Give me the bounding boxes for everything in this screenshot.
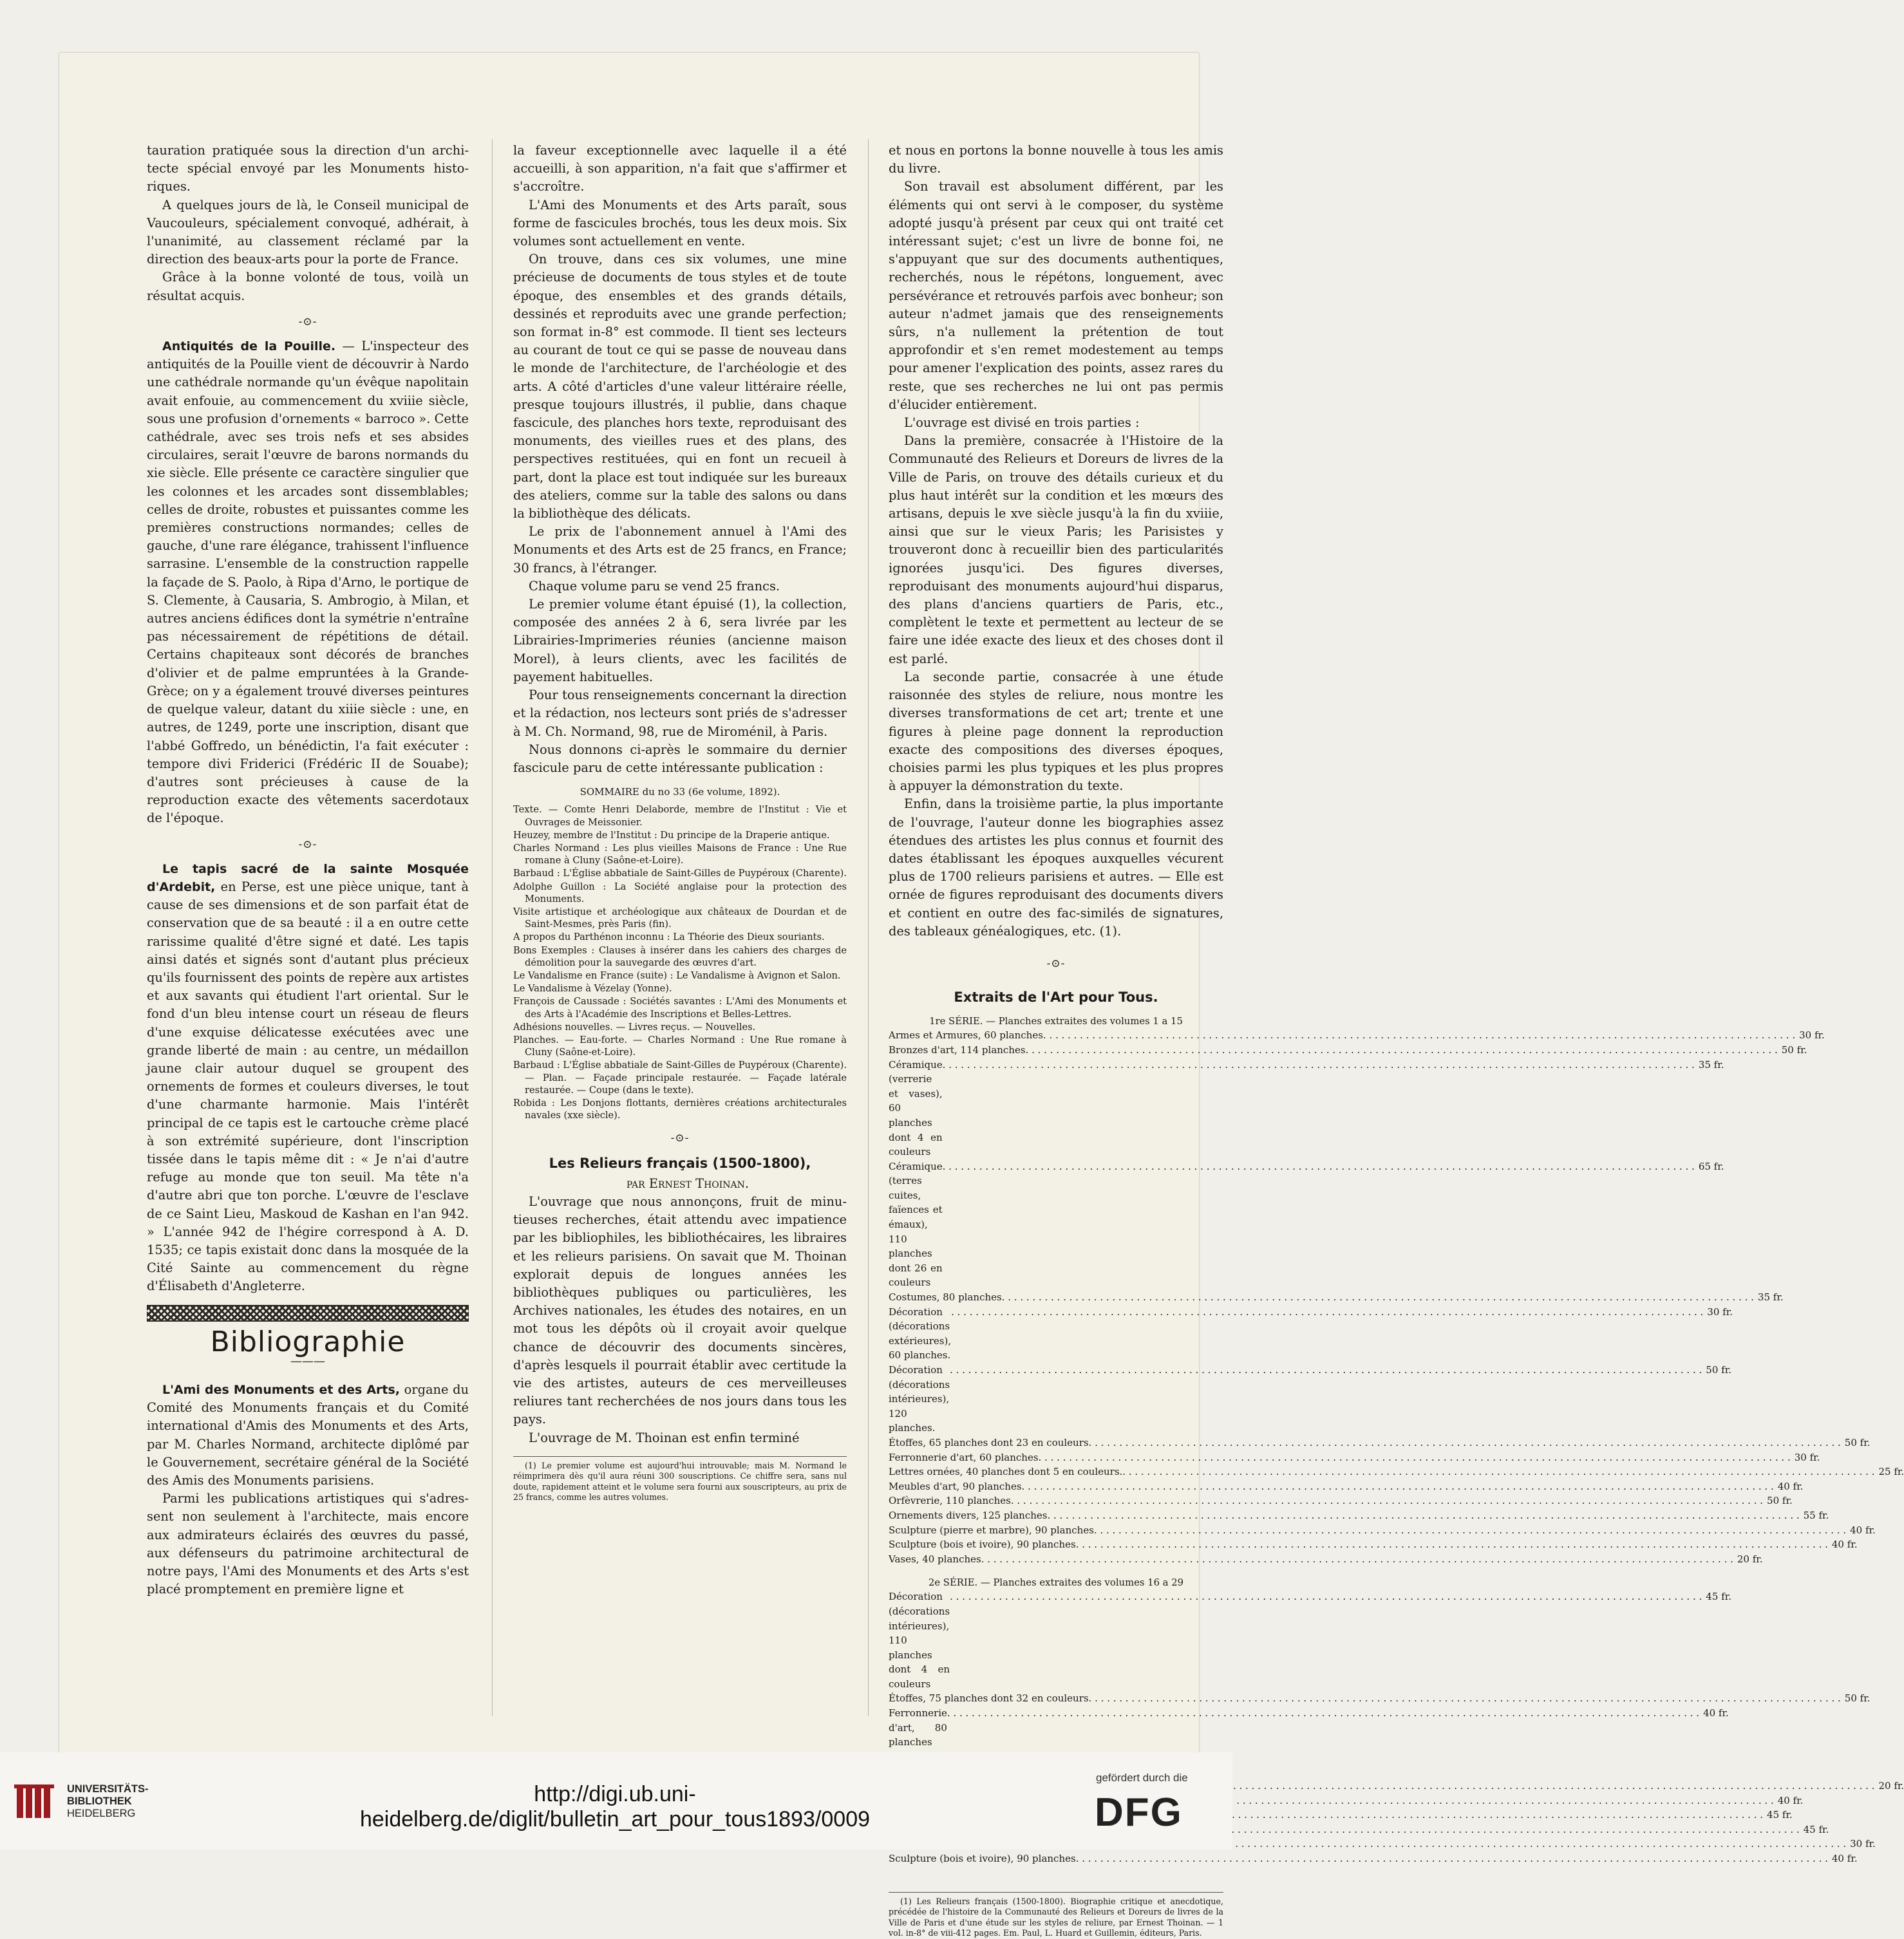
- item-label: Céramique (verrerie et vases), 60 planches dont 4 en couleurs: [889, 1058, 943, 1158]
- item-price: 20 fr.: [1737, 1553, 1763, 1565]
- item-label: Ferronnerie d'art, 80 planches: [889, 1707, 947, 1748]
- article-tapis: [147, 860, 469, 1296]
- leader-dots: [1094, 1523, 1846, 1538]
- ornamental-rule: [147, 1305, 469, 1322]
- leader-dots: [1089, 1436, 1841, 1450]
- paragraph: et nous en portons la bonne nouvelle à tous les amis du livre.: [889, 143, 1223, 176]
- paragraph: L'ouvrage que nous annonçons, fruit de minutieuses recherches, était attendu avec impatience par les bibliophiles, les bibliothécaires, les libraires et les relieurs parisiens. On savait que M. Thoinan explorait depuis de longues années les bibliothèques publiques ou particulières, les Archives nationales, les études des notaires, en un mot tous les dépôts où il croyait avoir quelque chance de découvrir des documents sincères, d'après lesquels il pourrait établir avec certitude la vie des artistes, auteurs de ces merveilleuses reliures tant recherchées de nos jours dans tous les pays.: [513, 1194, 847, 1427]
- item-price: 35 fr.: [1757, 1291, 1784, 1304]
- item-label: Vases, 40 planches: [889, 1553, 981, 1565]
- price-list-item: [889, 1552, 1763, 1567]
- price-list-item: [889, 1465, 1904, 1479]
- column-rule-left: [492, 139, 493, 1716]
- institution-name: [67, 1783, 149, 1820]
- leader-dots: [1002, 1290, 1754, 1305]
- price-list-item: [889, 1589, 1731, 1691]
- item-price: 40 fr.: [1703, 1707, 1729, 1719]
- price-list-item: [889, 1058, 1724, 1159]
- paragraph: Le prix de l'abonnement annuel à l'Ami des Monuments et des Arts est de 25 francs, en France; 30 francs, à l'étranger.: [513, 524, 847, 576]
- article-pouille: [147, 337, 469, 827]
- summary-title: SOMMAIRE du no 33 (6e volume, 1892).: [580, 786, 780, 798]
- item-price: 40 fr.: [1777, 1480, 1804, 1492]
- item-price: 65 fr.: [1698, 1160, 1724, 1172]
- summary-item: Texte. — Comte Henri Delaborde, membre de l'Institut : Vie et Ouvrages de Meissonier.: [513, 804, 847, 828]
- paragraph: On trouve, dans ces six volumes, une mine précieuse de documents de tous styles et de toute époque, des ensembles et des grands détails, dessinés et reproduits avec une grande perfection; son format in-8° est commode. Il tient ses lecteurs au courant de tout ce qui se passe de nouveau dans le monde de l'architecture, de l'archéologie et des arts. A côté d'articles d'une valeur littéraire réelle, presque toujours illustrés, il publie, dans chaque fascicule, des planches hors texte, reproduisant des monuments, des vieilles rues et des plans, des perspectives restituées, qui en font un recueil à part, dont la place est tout indiquée sur les bureaux des ateliers, comme sur la table des salons ou dans la bibliothèque des délicats.: [513, 252, 847, 521]
- footnote: [513, 1456, 847, 1503]
- footnote-text: (1) Les Relieurs français (1500-1800). Biographie critique et anecdotique, précédée de l'histoire de la Communauté des Relieurs et Doreurs de livres de la Ville de Paris et d'une étude sur les styles de reliure, par Ernest Thoinan. — 1 vol. in-8° de viii-412 pages. Em. Paul, L. Huard et Guillemin, éditeurs, Paris.: [889, 1896, 1223, 1938]
- item-price: 30 fr.: [1794, 1451, 1820, 1463]
- summary-item: Adolphe Guillon : La Société anglaise pour la protection des Monuments.: [513, 881, 847, 904]
- item-price: 50 fr.: [1767, 1495, 1793, 1507]
- item-price: 55 fr.: [1803, 1509, 1829, 1521]
- price-list-item: [889, 1851, 1858, 1866]
- leader-dots: [1089, 1691, 1841, 1706]
- summary-item: Adhésions nouvelles. — Livres reçus. — Nouvelles.: [513, 1021, 756, 1033]
- column-right: [889, 142, 1904, 1939]
- price-list-item: [889, 1305, 1733, 1363]
- price-list-item: [889, 1537, 1858, 1552]
- footnote: [889, 1892, 1223, 1939]
- item-price: 30 fr.: [1707, 1306, 1733, 1318]
- institution-name-line: UNIVERSITÄTS-: [67, 1783, 149, 1795]
- price-list-item: [889, 1043, 1807, 1058]
- leader-dots: [951, 1305, 1703, 1363]
- paragraph: Enfin, dans la troisième partie, la plus importante de l'ouvrage, l'auteur donne les biographies assez étendues des artistes les plus connus et fournit des dates établissant les époques auxquelles vécurent plus de 1700 relieurs parisiens et autres. — Elle est ornée de figures reproduisant des documents divers et contient en outre des fac-similés de signatures, des tableaux généalogiques, etc. (1).: [889, 796, 1223, 939]
- item-label: Costumes, 80 planches: [889, 1291, 1002, 1304]
- series-heading: 2e SÉRIE. — Planches extraites des volumes 16 a 29: [928, 1577, 1184, 1589]
- item-price: 30 fr.: [1850, 1838, 1876, 1850]
- paragraph: Grâce à la bonne volonté de tous, voilà un résultat acquis.: [147, 270, 469, 303]
- paragraph: Parmi les publications artistiques qui s'adressent non seulement à l'architecte, mais encore aux admirateurs éclairés des œuvres du passé, aux défenseurs du patrimoine architectural de notre pays, l'Ami des Monuments et des Arts s'est placé promptement en première ligne et: [147, 1491, 469, 1597]
- summary-item: Heuzey, membre de l'Institut : Du principe de la Draperie antique.: [513, 829, 830, 841]
- item-label: Bronzes d'art, 114 planches: [889, 1044, 1026, 1056]
- price-list-item: [889, 1436, 1871, 1450]
- paragraph: L'ouvrage de M. Thoinan est enfin terminé: [529, 1430, 800, 1445]
- item-price: 50 fr.: [1706, 1364, 1731, 1376]
- item-price: 40 fr.: [1831, 1539, 1858, 1551]
- summary-item: Barbaud : L'Église abbatiale de Saint-Gilles de Puypéroux (Charente). — Plan. — Façade principale restaurée. — Façade latérale restaurée. — Coupe (dans le texte).: [513, 1060, 847, 1096]
- item-price: 50 fr.: [1781, 1044, 1807, 1056]
- summary-item: Le Vandalisme à Vézelay (Yonne).: [513, 983, 672, 995]
- item-label: Décoration (décorations intérieures), 120 planches.: [889, 1364, 950, 1434]
- price-list-item: [889, 1508, 1829, 1523]
- leader-dots: [981, 1552, 1733, 1567]
- paragraph: Pour tous renseignements concernant la direction et la rédaction, nos lecteurs sont priés de s'adresser à M. Ch. Normand, 98, rue de Miroménil, à Paris.: [513, 688, 847, 739]
- section-title: Bibliographie: [210, 1325, 406, 1358]
- price-list-series-1: [889, 1028, 1904, 1566]
- price-list-item: [889, 1523, 1876, 1538]
- item-label: Ferronnerie d'art, 60 planches: [889, 1451, 1039, 1463]
- column-left: [147, 142, 469, 1598]
- leader-dots: [1047, 1508, 1799, 1523]
- item-price: 45 fr.: [1706, 1591, 1731, 1603]
- summary-list: [513, 803, 847, 1121]
- price-list-item: [889, 1363, 1731, 1436]
- paragraph: Le premier volume étant épuisé (1), la collection, composée des années 2 à 6, sera livrée par les Librairies-Imprimeries réunies (ancienne maison Morel), à leurs clients, avec les facilités de payement habituelles.: [513, 597, 847, 684]
- series-heading: 1re SÉRIE. — Planches extraites des volumes 1 a 15: [929, 1016, 1183, 1027]
- article-text: — L'inspecteur des antiquités de la Pouille vient de découvrir à Nardo une cathédrale normande qu'un évêque napolitain avait enfouie, au commencement du xviiie siècle, sous une profusion d'ornements « barroco ». Cette cathédrale, avec ses trois nefs et ses absides circulaires, serait l'œuvre de barons normands du xie siècle. Elle présente ce caractère singulier que les colonnes et les arcades sont dissemblables; celles de droite, robustes et puissantes comme les premières constructions normandes; celles de gauche, d'une rare élégance, trahissent l'influence sarrasine. L'ensemble de la construction rappelle la façade de S. Paolo, à Ripa d'Arno, le portique de S. Clemente, à Causaria, S. Ambrogio, à Milan, et autres anciens édifices dont la symétrie n'entraîne pas nécessairement de répétitions de détail. Certains chapiteaux sont décorés de branches d'olivier et de palme empruntées à la Grande-Grèce; on y a également trouvé diverses peintures de quelque valeur, datant du xiiie siècle : une, en autres, de 1249, porte une inscription, disant que l'abbé Goffredo, un bénédictin, l'a fait exécuter : tempore divi Friderici (Frédéric II de Souabe); d'autres sont précieuses à cause de la reproduction exacte des vêtements sacerdotaux de l'époque.: [147, 339, 469, 826]
- summary-item: A propos du Parthénon inconnu : La Théorie des Dieux souriants.: [513, 932, 825, 943]
- article-title: Antiquités de la Pouille.: [162, 339, 336, 354]
- item-label: Ornements divers, 125 planches: [889, 1509, 1048, 1521]
- item-label: Lettres ornées, 40 planches dont 5 en couleurs.: [889, 1466, 1123, 1478]
- item-label: Étoffes, 65 planches dont 23 en couleurs: [889, 1436, 1089, 1448]
- section-separator: -⊙-: [1046, 957, 1066, 970]
- leader-dots: [950, 1363, 1702, 1436]
- summary-item: Barbaud : L'Église abbatiale de Saint-Gilles de Puypéroux (Charente).: [513, 868, 847, 879]
- section-separator: -⊙-: [298, 838, 317, 851]
- leader-dots: [1039, 1450, 1791, 1465]
- paragraph: Chaque volume paru se vend 25 francs.: [529, 578, 780, 594]
- paragraph: L'Ami des Monuments et des Arts paraît, sous forme de fascicules brochés, tous les deux mois. Six volumes sont actuellement en vente.: [513, 197, 847, 249]
- summary-item: Le Vandalisme en France (suite) : Le Vandalisme à Avignon et Salon.: [513, 970, 841, 981]
- paragraph: Nous donnons ci-après le sommaire du dernier fascicule paru de cette intéressante publication :: [513, 742, 847, 775]
- leader-dots: [1122, 1779, 1874, 1794]
- item-label: Sculpture (bois et ivoire), 90 planches: [889, 1853, 1076, 1864]
- leader-dots: [1011, 1494, 1763, 1508]
- section-title: Extraits de l'Art pour Tous.: [954, 989, 1158, 1006]
- leader-dots: [1043, 1028, 1795, 1043]
- item-price: 50 fr.: [1844, 1692, 1871, 1705]
- university-library-logo: [14, 1783, 59, 1822]
- leader-dots: [943, 1058, 1695, 1159]
- item-label: Étoffes, 75 planches dont 32 en couleurs: [889, 1692, 1089, 1705]
- item-price: 40 fr.: [1777, 1794, 1804, 1806]
- item-price: 35 fr.: [1698, 1058, 1724, 1071]
- price-list-item: [889, 1028, 1825, 1043]
- summary-item: Bons Exemples : Clauses à insérer dans les cahiers des charges de démolition pour la sauvegarde des œuvres d'art.: [513, 944, 847, 968]
- paragraph: A quelques jours de là, le Conseil municipal de Vaucouleurs, spécialement convoqué, adhérait, à l'unanimité, au classement réclamé par la direction des beaux-arts pour la porte de France.: [147, 197, 469, 267]
- dfg-logo: [1095, 1790, 1204, 1835]
- institution-name-line: HEIDELBERG: [67, 1808, 136, 1819]
- article-title: Les Relieurs français (1500-1800),: [549, 1155, 811, 1171]
- paragraph: la faveur exceptionnelle avec laquelle il a été accueilli, à son apparition, n'a fait que s'affirmer et s'accroître.: [513, 143, 847, 194]
- item-label: Armes et Armures, 60 planches: [889, 1029, 1043, 1042]
- paragraph: Dans la première, consacrée à l'Histoire de la Communauté des Relieurs et Doreurs de livres de la Ville de Paris, on trouve des détails curieux et du plus haut intérêt sur la condition et les mœurs des artisans, depuis le xve siècle jusqu'à la fin du xviiie, ainsi que sur le vieux Paris; les Parisistes y trouveront donc à recueillir bien des particularités ignorées jusqu'ici. Des figures diverses, reproduisant des monuments aujourd'hui disparus, des plans d'anciens quartiers de Paris, etc., complètent le texte et permettent au lecteur de se faire une idée exacte des lieux et des choses dont il est parlé.: [889, 433, 1223, 666]
- article-title: L'Ami des Monuments et des Arts,: [162, 1383, 401, 1397]
- leader-dots: [950, 1589, 1702, 1691]
- item-label: Sculpture (bois et ivoire), 90 planches: [889, 1539, 1076, 1551]
- item-price: 45 fr.: [1767, 1809, 1793, 1821]
- item-price: 25 fr.: [1878, 1466, 1904, 1478]
- item-label: Meubles d'art, 90 planches: [889, 1480, 1022, 1492]
- item-price: 45 fr.: [1803, 1823, 1829, 1835]
- viewer-footer: [0, 1752, 1232, 1850]
- section-separator: -⊙-: [670, 1132, 690, 1145]
- article-ami: [147, 1381, 469, 1490]
- item-price: 20 fr.: [1878, 1780, 1904, 1792]
- price-list-item: [889, 1479, 1804, 1494]
- leader-dots: [1076, 1851, 1828, 1866]
- institution-name-line: BIBLIOTHEK: [67, 1795, 132, 1807]
- summary-item: François de Caussade : Sociétés savantes : L'Ami des Monuments et des Arts à l'Académie des Inscriptions et Belles-Lettres.: [513, 996, 847, 1020]
- leader-dots: [1026, 1043, 1778, 1058]
- item-price: 50 fr.: [1844, 1436, 1871, 1448]
- section-separator: -⊙-: [298, 315, 317, 328]
- item-label: Décoration (décorations intérieures), 110 planches dont 4 en couleurs: [889, 1591, 950, 1690]
- article-byline: par Ernest Thoinan.: [626, 1176, 749, 1191]
- price-list-item: [889, 1494, 1793, 1508]
- summary-item: Visite artistique et archéologique aux châteaux de Dourdan et de Saint-Mesmes, près Paris (fin).: [513, 906, 847, 930]
- item-price: 40 fr.: [1831, 1853, 1858, 1864]
- article-text: organe du Comité des Monuments français et du Comité international d'Amis des Monuments et des Arts, par M. Charles Normand, architecte diplômé par le Gouvernement, secrétaire général de la Société des Amis des Monuments parisiens.: [147, 1382, 469, 1488]
- item-label: Céramique (terres cuites, faïences et émaux), 110 planches dont 26 en couleurs: [889, 1160, 943, 1289]
- item-price: 30 fr.: [1799, 1029, 1825, 1042]
- leader-dots: [1122, 1465, 1874, 1479]
- price-list-item: [889, 1159, 1724, 1290]
- price-list-item: [889, 1691, 1871, 1706]
- article-text: en Perse, est une pièce unique, tant à cause de ses dimensions et de son parfait état de conservation que de sa beauté : il a en outre cette rarissime qualité d'être signé et daté. Les tapis ainsi datés et signés sont d'autant plus précieux qu'ils fournissent des points de repère aux artistes et aux savants qui étudient l'art oriental. Sur le fond d'un bleu intense court un réseau de fleurs d'une exquise délicatesse exécutées avec une grande liberté de main : au centre, un médaillon jaune clair autour duquel se groupent des ornements de formes et couleurs diverses, le tout d'une charmante harmonie. Mais l'intérêt principal de ce tapis est le cartouche crème placé à son extrémité supérieure, dont l'inscription tissée dans le tapis même dit : « Je n'ai d'autre refuge au monde que ton seuil. Ma tête n'a d'autre abri que ton porche. L'œuvre de l'esclave de ce Saint Lieu, Maskoud de Kashan en l'an 942. » L'année 942 de l'hégire correspond à A. D. 1535; ce tapis existait donc dans la mosquée de la Cité Sainte au commencement du règne d'Élisabeth d'Angleterre.: [147, 879, 469, 1294]
- dfg-logo-text: DFG: [1095, 1790, 1183, 1835]
- price-list-item: [889, 1450, 1820, 1465]
- footnote-text: (1) Le premier volume est aujourd'hui introuvable; mais M. Normand le réimprimera dès qu'il aura réuni 300 souscriptions. Ce chiffre sera, sans nul doute, rapidement atteint et le volume sera fourni aux souscripteurs, au prix de 25 francs, comme les autres volumes.: [513, 1460, 847, 1503]
- paragraph: Son travail est absolument différent, par les éléments qui ont servi à le composer, du système adopté jusqu'à présent par ceux qui ont traité cet intéressant sujet; c'est un livre de bonne foi, ne s'appuyant que sur des documents authentiques, recherchés, nous le répétons, longuement, avec persévérance et retrouvés parfois avec bonheur; son auteur n'admet jamais que des renseignements sûrs, n'a nullement la prétention de tout approfondir et s'en remet modestement au temps pour amener l'explication des points, assez rares du reste, que ses recherches ne lui ont pas permis d'élucider entièrement.: [889, 179, 1223, 412]
- item-label: Décoration (décorations extérieures), 60 planches.: [889, 1306, 952, 1362]
- summary-item: Robida : Les Donjons flottants, dernières créations architecturales navales (xxe siècle).: [513, 1097, 847, 1121]
- column-rule-right: [868, 139, 869, 1716]
- leader-dots: [943, 1159, 1695, 1290]
- permalink-url[interactable]: http://digi.ub.uni-heidelberg.de/diglit/bulletin_art_pour_tous1893/0009: [359, 1782, 871, 1831]
- item-label: Orfèvrerie, 110 planches: [889, 1495, 1011, 1507]
- item-label: Sculpture (pierre et marbre), 90 planches: [889, 1524, 1094, 1536]
- leader-dots: [1076, 1537, 1828, 1552]
- funding-note: gefördert durch die: [1096, 1772, 1188, 1784]
- column-middle: [513, 142, 847, 1503]
- leader-dots: [1022, 1479, 1774, 1494]
- item-price: 40 fr.: [1850, 1524, 1876, 1536]
- paragraph: La seconde partie, consacrée à une étude raisonnée des styles de reliure, nous montre les diverses transformations de cet art; trente et une figures à pleine page donnent la reproduction exacte des compositions des diverses époques, choisies parmi les plus typiques et les plus propres à appuyer la démonstration du texte.: [889, 669, 1223, 794]
- title-dash: ———: [290, 1354, 325, 1368]
- price-list-item: [889, 1290, 1784, 1305]
- summary-item: Charles Normand : Les plus vieilles Maisons de France : Une Rue romane à Cluny (Saône-et-Loire).: [513, 842, 847, 866]
- paragraph: tauration pratiquée sous la direction d'un architecte spécial envoyé par les Monuments historiques.: [147, 143, 469, 194]
- article-title: Le tapis sacré de la sainte Mosquée d'Ardebit,: [147, 861, 469, 894]
- paragraph: L'ouvrage est divisé en trois parties :: [904, 415, 1140, 431]
- summary-item: Planches. — Eau-forte. — Charles Normand : Une Rue romane à Cluny (Saône-et-Loire).: [513, 1034, 847, 1058]
